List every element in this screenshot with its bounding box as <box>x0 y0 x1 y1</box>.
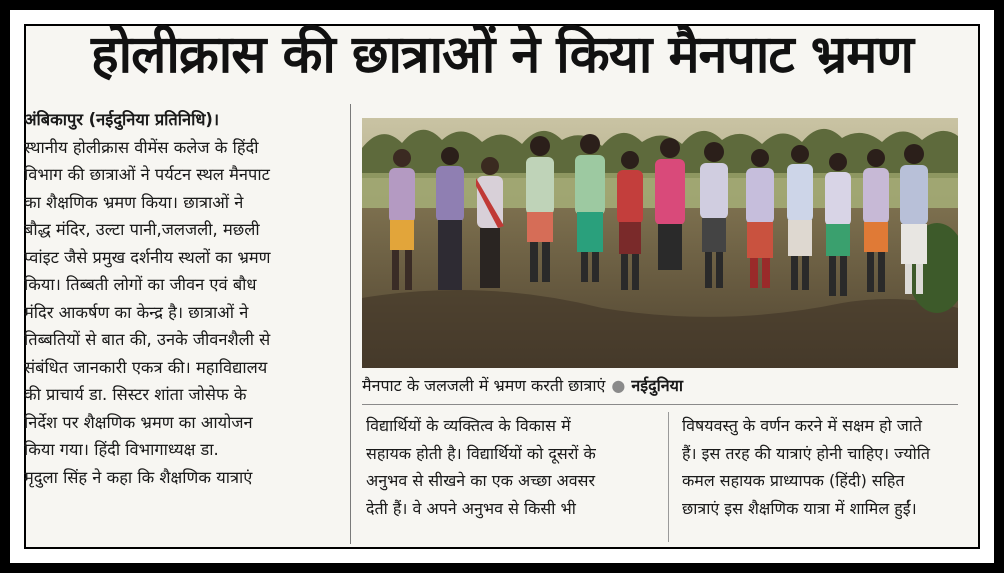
photo-caption <box>362 372 958 400</box>
dateline: अंबिकापुर (नईदुनिया प्रतिनिधि)। <box>24 110 220 129</box>
caption-divider <box>362 404 958 405</box>
article-line: सहायक होती है। विद्यार्थियों को दूसरों के <box>366 443 596 463</box>
article-line: मृदुला सिंह ने कहा कि शैक्षणिक यात्राएं <box>24 467 253 487</box>
article-column-3 <box>682 412 962 522</box>
caption-text: मैनपाट के जलजली में भ्रमण करती छात्राएं <box>362 376 606 395</box>
article-line: प्वांइट जैसे प्रमुख दर्शनीय स्थलों का भ्रमण <box>24 247 271 267</box>
column-divider <box>668 412 669 542</box>
photo-credit: नईदुनिया <box>631 376 684 395</box>
article-line: अनुभव से सीखने का एक अच्छा अवसर <box>366 471 596 490</box>
article-column-2 <box>366 412 654 522</box>
group-photo <box>362 118 958 368</box>
article-line: संबंधित जानकारी एकत्र की। महाविद्यालय <box>24 357 268 377</box>
article-line: की प्राचार्य डा. सिस्टर शांता जोसेफ के <box>24 385 247 404</box>
article-line: विद्यार्थियों के व्यक्तित्व के विकास में <box>366 416 571 435</box>
article-line: विभाग की छात्राओं ने पर्यटन स्थल मैनपाट <box>24 165 270 184</box>
bullet-icon: ● <box>611 376 626 395</box>
article-line: निर्देश पर शैक्षणिक भ्रमण का आयोजन <box>24 412 253 432</box>
article-line: मंदिर आकर्षण का केन्द्र है। छात्राओं ने <box>24 302 249 322</box>
article-line: किया गया। हिंदी विभागाध्यक्ष डा. <box>24 440 219 459</box>
article-line: हैं। इस तरह की यात्राएं होनी चाहिए। ज्योति <box>682 443 931 463</box>
article-line: छात्राएं इस शैक्षणिक यात्रा में शामिल हुईं। <box>682 498 917 518</box>
article-line: विषयवस्तु के वर्णन करने में सक्षम हो जाते <box>682 416 922 435</box>
column-divider <box>350 104 351 544</box>
article-column-1 <box>24 106 342 491</box>
article-line: का शैक्षणिक भ्रमण किया। छात्राओं ने <box>24 192 244 212</box>
article-line: किया। तिब्बती लोगों का जीवन एवं बौध <box>24 275 257 294</box>
article-line: स्थानीय होलीक्रास वीमेंस कलेज के हिंदी <box>24 137 259 157</box>
article-line: तिब्बतियों से बात की, उनके जीवनशैली से <box>24 330 271 349</box>
article-line: देती हैं। वे अपने अनुभव से किसी भी <box>366 498 576 518</box>
article-line: कमल सहायक प्राध्यापक (हिंदी) सहित <box>682 471 905 490</box>
article-line: बौद्ध मंदिर, उल्टा पानी,जलजली, मछली <box>24 220 260 239</box>
headline: होलीक्रास की छात्राओं ने किया मैनपाट भ्रमण <box>91 25 913 85</box>
